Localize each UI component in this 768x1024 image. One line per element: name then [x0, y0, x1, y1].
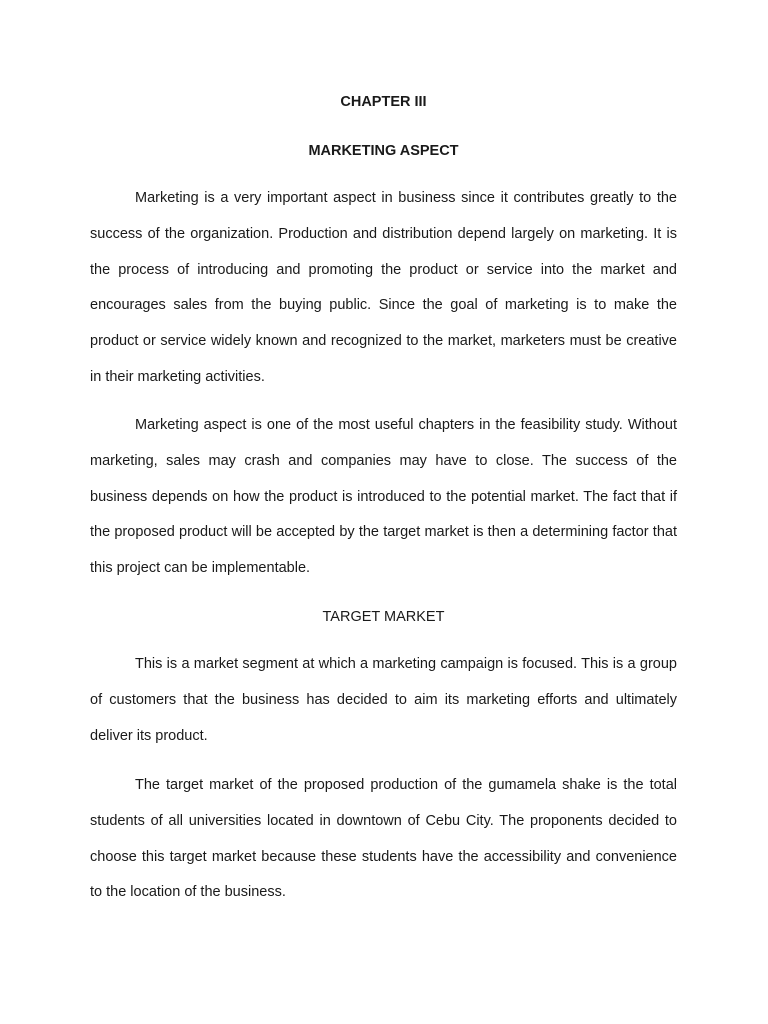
paragraph-marketing-intro: Marketing is a very important aspect in business since it contributes greatly to the success of the organization. Production and distribution depend largely on marketing. It is the process of introducing and promoting the product or service into the market and encourages sales from the buying public. Since the goal of marketing is to make the product or service widely known and recognized to the market, marketers must be creative in their marketing activities.	[90, 190, 677, 385]
paragraph-target-market-definition: This is a market segment at which a marketing campaign is focused. This is a group of customers that the business has decided to aim its marketing efforts and ultimately deliver its product.	[90, 656, 677, 744]
chapter-title: CHAPTER III	[340, 94, 427, 110]
paragraph-target-market-details: The target market of the proposed production of the gumamela shake is the total students of all universities located in downtown of Cebu City. The proponents decided to choose this target market because these students have the accessibility and convenience to the location of the business.	[90, 777, 677, 901]
subheading-target-market: TARGET MARKET	[322, 609, 445, 625]
section-title: MARKETING ASPECT	[308, 143, 459, 159]
paragraph-marketing-aspect: Marketing aspect is one of the most useful chapters in the feasibility study. Without marketing, sales may crash and companies may have to close. The success of the business depends on how the product is introduced to the potential market. The fact that if the proposed product will be accepted by the target market is then a determining factor that this project can be implementable.	[90, 417, 677, 577]
